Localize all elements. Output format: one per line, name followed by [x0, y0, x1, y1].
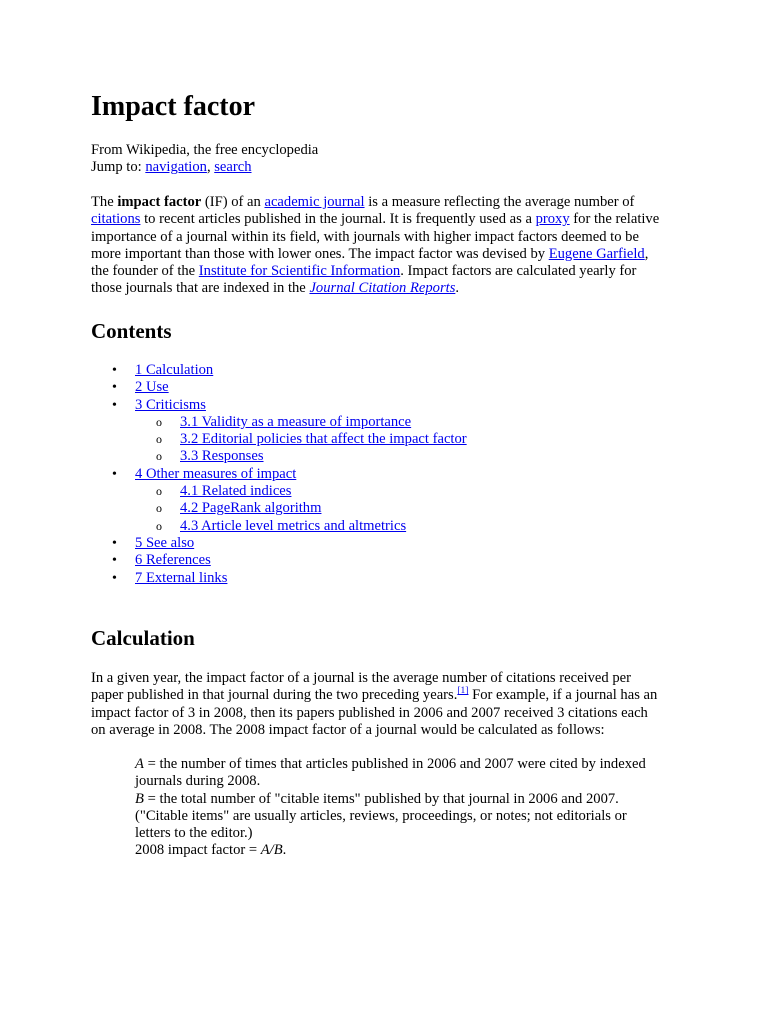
- definition-text: letters to the editor.): [135, 825, 253, 842]
- intro-text: is a measure reflecting the average number of: [364, 194, 635, 210]
- jump-to-label: Jump to:: [91, 159, 146, 176]
- toc-link[interactable]: 3.1 Validity as a measure of importance: [180, 413, 412, 430]
- bullet-icon: •: [112, 397, 117, 413]
- circle-bullet-icon: o: [156, 484, 162, 499]
- calculation-heading: Calculation: [91, 626, 195, 650]
- formula: A/B: [260, 842, 283, 859]
- calc-text: In a given year, the impact factor of a journal is the average number of citations received per: [91, 670, 631, 686]
- formula-prefix: 2008 impact factor =: [135, 842, 261, 859]
- from-text: From Wikipedia, the free encyclopedia: [91, 142, 319, 158]
- toc-link[interactable]: 5 See also: [135, 534, 195, 551]
- formula-definitions: [135, 756, 695, 860]
- impact-factor-bold: impact factor: [117, 194, 202, 210]
- intro-text: to recent articles published in the journal. It is frequently used as a: [140, 211, 536, 228]
- reference-1-link[interactable]: [1]: [457, 686, 469, 697]
- intro-paragraph: [91, 194, 681, 298]
- intro-text: the founder of the: [91, 263, 199, 280]
- intro-text: for the relative: [569, 211, 660, 228]
- isi-link[interactable]: Institute for Scientific Information: [198, 263, 401, 280]
- intro-text: importance of a journal within its field, with journals with higher impact factors deemed to be: [91, 228, 639, 245]
- calc-text: on average in 2008. The 2008 impact factor of a journal would be calculated as follows:: [91, 721, 605, 738]
- jump-separator: ,: [206, 159, 215, 176]
- toc-link[interactable]: 4.1 Related indices: [180, 483, 292, 500]
- variable-a: A: [135, 756, 144, 772]
- calc-text: paper published in that journal during the two preceding years.: [91, 687, 458, 704]
- intro-text: .: [455, 280, 460, 297]
- intro-text: The: [91, 194, 118, 210]
- definition-text: ("Citable items" are usually articles, reviews, proceedings, or notes; not editorials or: [135, 807, 627, 824]
- toc-link[interactable]: 3.3 Responses: [180, 448, 264, 465]
- bullet-icon: •: [112, 535, 117, 551]
- intro-text: those journals that are indexed in the: [91, 280, 310, 297]
- page-subtitle: [91, 142, 318, 177]
- circle-bullet-icon: o: [156, 501, 162, 516]
- page-title: Impact factor: [91, 91, 256, 122]
- toc-link[interactable]: 3.2 Editorial policies that affect the impact factor: [180, 431, 467, 448]
- toc-link[interactable]: 7 External links: [135, 569, 228, 586]
- intro-text: more important than those with lower ones. The impact factor was devised by: [91, 245, 549, 262]
- eugene-garfield-link[interactable]: Eugene Garfield: [548, 245, 645, 262]
- variable-b: B: [135, 790, 144, 807]
- contents-heading: Contents: [91, 319, 172, 343]
- bullet-icon: •: [112, 363, 117, 378]
- circle-bullet-icon: o: [156, 518, 162, 533]
- circle-bullet-icon: o: [156, 449, 162, 464]
- definition-text: journals during 2008.: [135, 773, 261, 790]
- definition-text: = the total number of "citable items" published by that journal in 2006 and 2007.: [143, 790, 619, 807]
- intro-text: ,: [644, 245, 649, 262]
- citations-link[interactable]: citations: [91, 211, 141, 228]
- academic-journal-link[interactable]: academic journal: [264, 194, 365, 210]
- toc-link[interactable]: 1 Calculation: [135, 362, 214, 378]
- search-link[interactable]: search: [214, 159, 252, 176]
- intro-text: (IF) of an: [201, 194, 265, 210]
- toc-link[interactable]: 3 Criticisms: [135, 396, 206, 413]
- toc-link[interactable]: 2 Use: [135, 379, 169, 396]
- circle-bullet-icon: o: [156, 432, 162, 447]
- proxy-link[interactable]: proxy: [535, 211, 570, 228]
- definition-text: = the number of times that articles published in 2006 and 2007 were cited by indexed: [143, 756, 646, 772]
- bullet-icon: •: [112, 466, 117, 482]
- bullet-icon: •: [112, 380, 117, 396]
- calc-text: For example, if a journal has an: [468, 687, 658, 704]
- toc-link[interactable]: 4.3 Article level metrics and altmetrics: [180, 517, 407, 534]
- toc-link[interactable]: 4 Other measures of impact: [135, 465, 297, 482]
- jcr-link[interactable]: Journal Citation Reports: [309, 280, 456, 297]
- bullet-icon: •: [112, 553, 117, 569]
- toc-link[interactable]: 6 References: [135, 552, 211, 569]
- circle-bullet-icon: o: [156, 414, 162, 429]
- toc-link[interactable]: 4.2 PageRank algorithm: [180, 500, 322, 517]
- formula-end: .: [282, 842, 287, 859]
- bullet-icon: •: [112, 570, 117, 586]
- intro-text: . Impact factors are calculated yearly for: [400, 263, 637, 280]
- calculation-paragraph: [91, 670, 681, 739]
- navigation-link[interactable]: navigation: [145, 159, 207, 176]
- calc-text: impact factor of 3 in 2008, then its papers published in 2006 and 2007 received 3 citations each: [91, 704, 648, 721]
